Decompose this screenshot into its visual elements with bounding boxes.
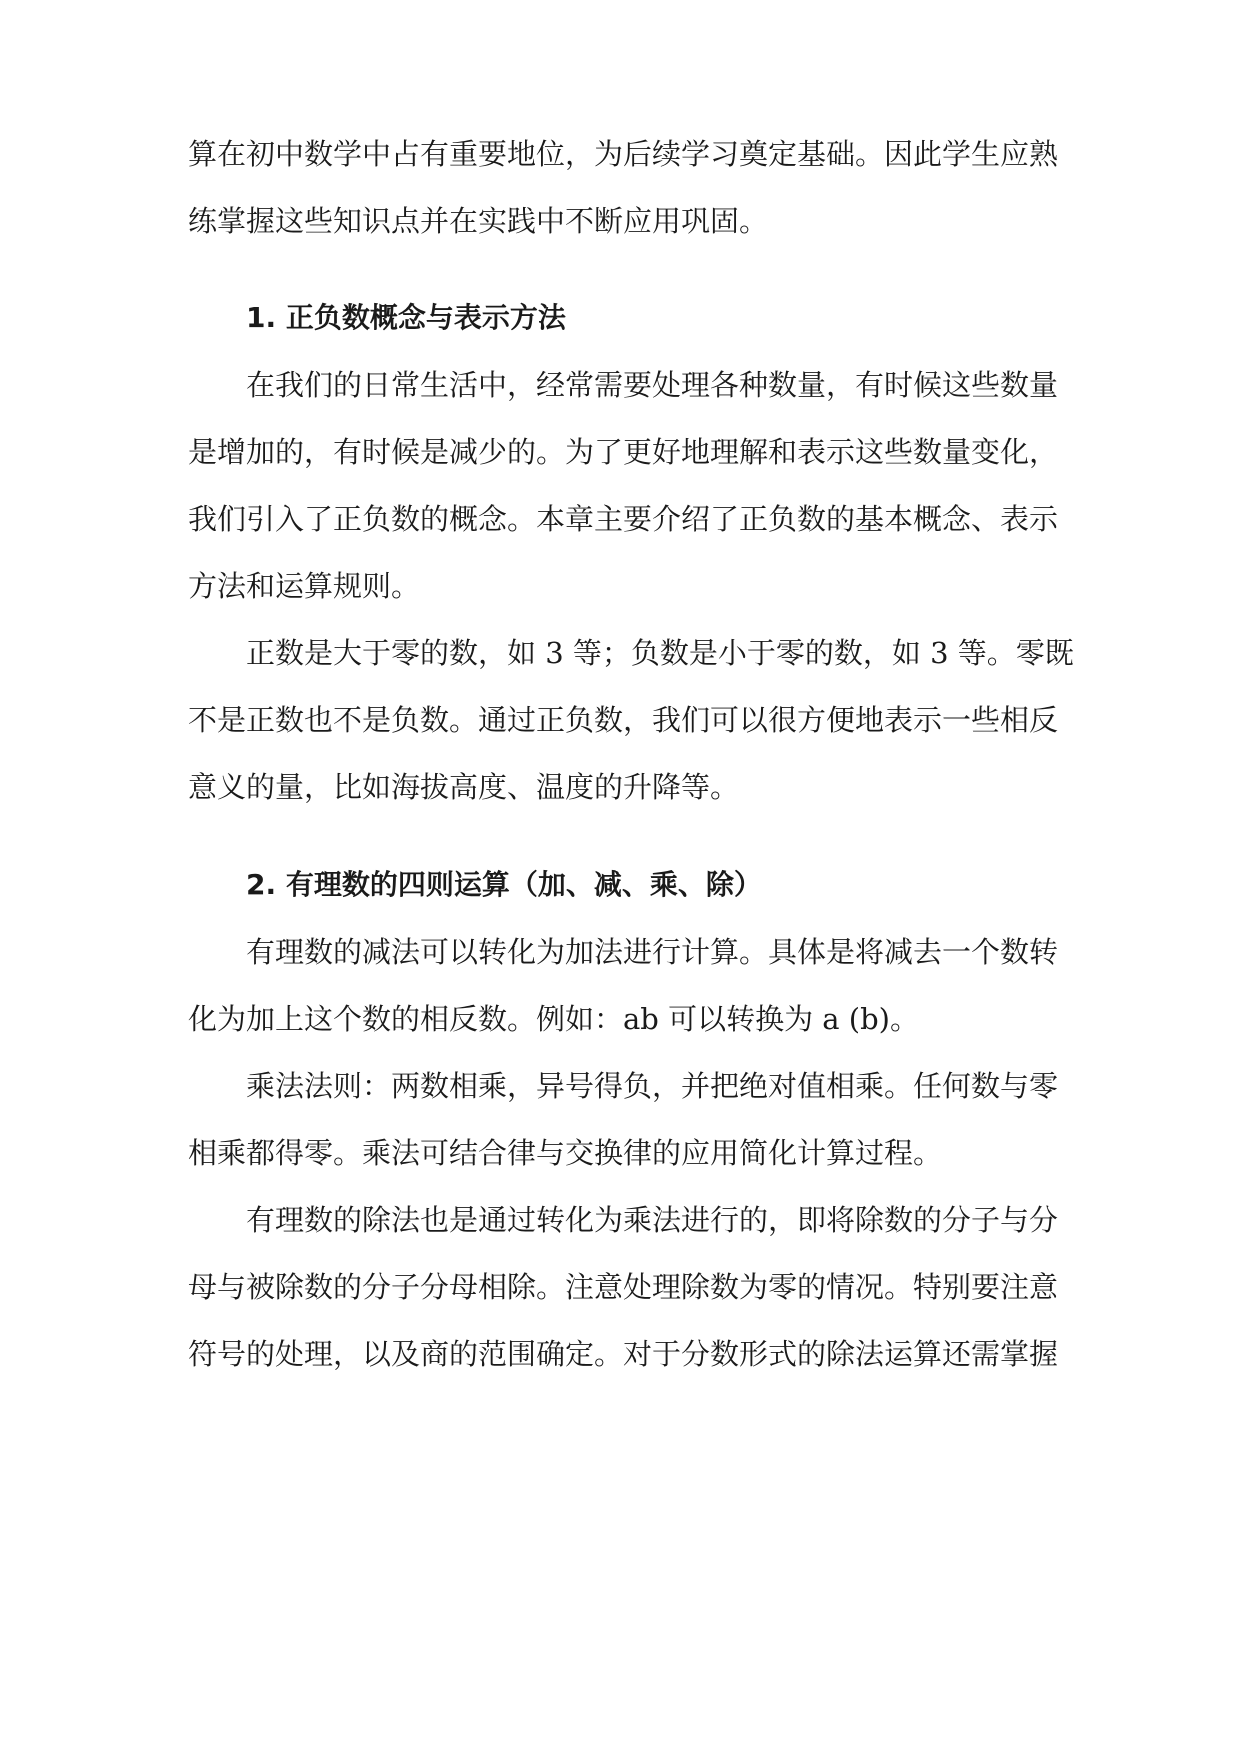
paragraph-line: 有理数的减法可以转化为加法进行计算。具体是将减去一个数转 — [246, 935, 1059, 969]
paragraph-line: 方法和运算规则。 — [188, 569, 421, 603]
paragraph-line: 不是正数也不是负数。通过正负数，我们可以很方便地表示一些相反 — [188, 703, 1059, 737]
paragraph-line: 意义的量，比如海拔高度、温度的升降等。 — [188, 770, 740, 804]
paragraph-line: 有理数的除法也是通过转化为乘法进行的，即将除数的分子与分 — [246, 1203, 1059, 1237]
intro-line: 算在初中数学中占有重要地位，为后续学习奠定基础。因此学生应熟 — [188, 137, 1059, 171]
paragraph-line: 母与被除数的分子分母相除。注意处理除数为零的情况。特别要注意 — [188, 1270, 1059, 1304]
paragraph-line: 符号的处理，以及商的范围确定。对于分数形式的除法运算还需掌握 — [188, 1337, 1059, 1371]
paragraph-line: 正数是大于零的数，如 3 等；负数是小于零的数，如 3 等。零既 — [246, 636, 1074, 670]
paragraph-line: 是增加的，有时候是减少的。为了更好地理解和表示这些数量变化， — [188, 435, 1059, 469]
section-heading-1: 1. 正负数概念与表示方法 — [246, 301, 566, 334]
paragraph-line: 相乘都得零。乘法可结合律与交换律的应用简化计算过程。 — [188, 1136, 943, 1170]
section-heading-2: 2. 有理数的四则运算（加、减、乘、除） — [246, 868, 762, 901]
paragraph-line: 乘法法则：两数相乘，异号得负，并把绝对值相乘。任何数与零 — [246, 1069, 1059, 1103]
intro-line: 练掌握这些知识点并在实践中不断应用巩固。 — [188, 204, 769, 238]
paragraph-line: 我们引入了正负数的概念。本章主要介绍了正负数的基本概念、表示 — [188, 502, 1059, 536]
paragraph-line: 在我们的日常生活中，经常需要处理各种数量，有时候这些数量 — [246, 368, 1059, 402]
paragraph-line: 化为加上这个数的相反数。例如：ab 可以转换为 a (b)。 — [188, 1002, 919, 1036]
